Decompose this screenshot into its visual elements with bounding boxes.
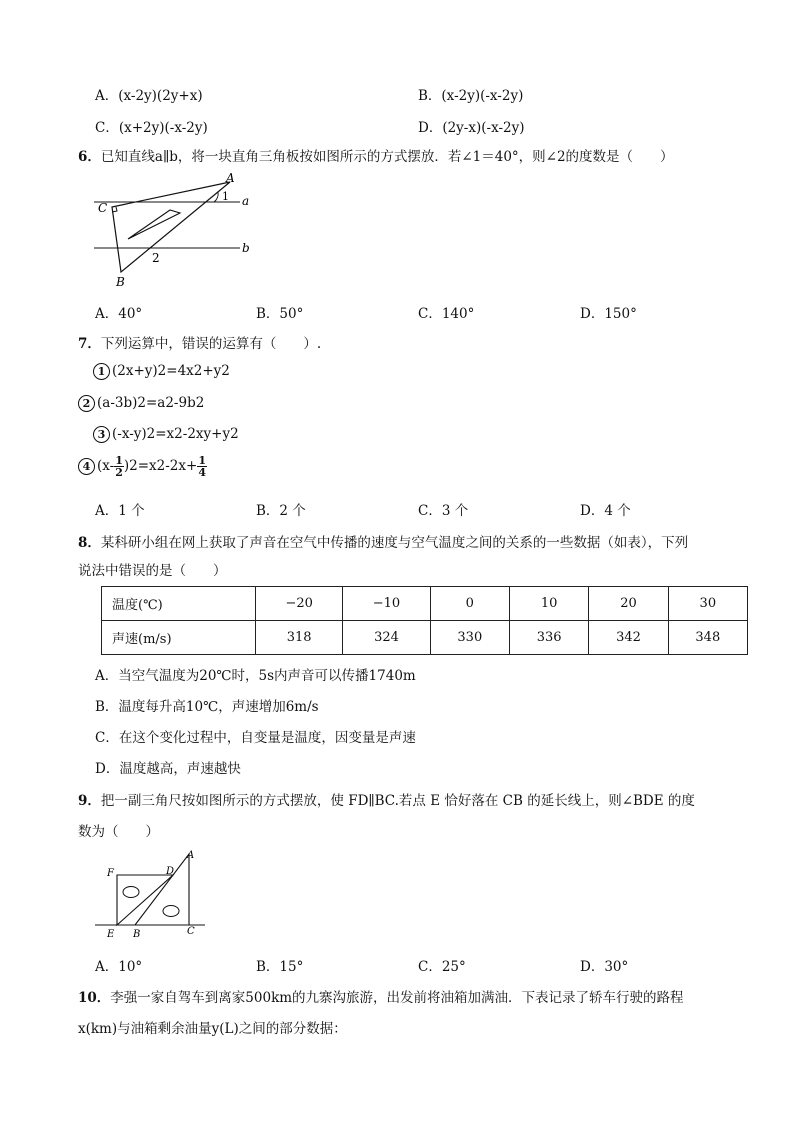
q6-option-c: C．140°	[418, 306, 475, 322]
label-C: C	[98, 201, 108, 215]
table-row	[102, 621, 748, 655]
q7-option-c: C．3 个	[418, 503, 469, 519]
circled-number: 4	[78, 458, 95, 475]
q7-option-d: D．4 个	[580, 503, 631, 519]
q8-option-a: A．当空气温度为20℃时，5s内声音可以传播1740m	[95, 668, 416, 684]
question-10-line-2: x(km)与油箱剩余油量y(L)之间的部分数据：	[78, 1021, 347, 1037]
fraction-half	[114, 455, 124, 478]
q6-figure-parallel-lines-triangle	[88, 168, 258, 293]
table-cell: 318	[256, 621, 343, 655]
label-angle-1: 1	[222, 190, 229, 203]
label-b: b	[242, 241, 250, 255]
question-9	[78, 789, 695, 809]
question-8-line-2: 说法中错误的是（ ）	[78, 563, 227, 579]
q6-option-b: B．50°	[256, 306, 304, 322]
question-7	[78, 332, 321, 352]
item-text-pre: (x-	[97, 458, 115, 474]
table-cell: 336	[509, 621, 588, 655]
q7-item-4	[78, 455, 207, 478]
q9-figure-set-squares	[93, 848, 208, 940]
fraction-denominator: 2	[115, 466, 123, 479]
fraction-denominator: 4	[198, 466, 206, 479]
q8-option-c: C．在这个变化过程中，自变量是温度，因变量是声速	[95, 730, 416, 746]
q9-option-a: A．10°	[95, 959, 143, 975]
q5-option-c: C．(x+2y)(-x-2y)	[95, 120, 208, 136]
table-cell: 342	[589, 621, 668, 655]
row-header-temperature: 温度(℃)	[102, 587, 256, 621]
label-A: A	[187, 850, 195, 861]
label-E: E	[107, 929, 115, 940]
question-text: 已知直线a∥b，将一块直角三角板按如图所示的方式摆放．若∠1＝40°，则∠2的度数是（ ）	[100, 149, 674, 165]
item-text: (2x+y)2=4x2+y2	[112, 363, 230, 379]
label-A: A	[226, 171, 235, 185]
q5-option-b: B．(x-2y)(-x-2y)	[418, 88, 524, 104]
q6-option-a: A．40°	[95, 306, 143, 322]
circled-number: 3	[93, 426, 110, 443]
question-8	[78, 531, 688, 551]
question-number: 6．	[78, 149, 101, 165]
table-cell: 0	[430, 587, 509, 621]
table-cell: 348	[668, 621, 747, 655]
table-cell: 324	[343, 621, 430, 655]
question-text: 把一副三角尺按如图所示的方式摆放，使 FD∥BC.若点 E 恰好落在 CB 的延长线上，则∠BDE 的度	[100, 793, 695, 809]
label-B: B	[116, 275, 125, 289]
label-angle-2: 2	[152, 251, 160, 265]
label-C: C	[187, 926, 195, 937]
item-text-mid: )2=x2-2x+	[123, 458, 198, 474]
q7-item-3	[93, 426, 239, 443]
question-number: 7．	[78, 336, 101, 352]
circled-number: 2	[78, 395, 95, 412]
q5-option-a: A．(x-2y)(2y+x)	[95, 88, 203, 104]
q7-item-1	[93, 363, 230, 380]
question-text: 李强一家自驾车到离家500km的九寨沟旅游，出发前将油箱加满油．下表记录了轿车行驶的路程	[110, 990, 684, 1006]
q9-option-c: C．25°	[418, 959, 466, 975]
question-text: 下列运算中，错误的运算有（ ）.	[100, 336, 322, 352]
q8-option-b: B．温度每升高10℃，声速增加6m/s	[95, 699, 319, 715]
speed-temperature-table	[101, 586, 748, 655]
q7-item-2	[78, 395, 204, 412]
table-cell: 30	[668, 587, 747, 621]
item-text: (-x-y)2=x2-2xy+y2	[112, 426, 239, 442]
fraction-numerator: 1	[198, 454, 206, 467]
question-9-line-2: 数为（ ）	[78, 824, 159, 840]
table-cell: 10	[509, 587, 588, 621]
item-text: (a-3b)2=a2-9b2	[97, 395, 205, 411]
fraction-numerator: 1	[115, 454, 123, 467]
question-number: 10．	[78, 990, 111, 1006]
label-F: F	[107, 868, 114, 879]
question-10	[78, 986, 684, 1006]
circled-number: 1	[93, 363, 110, 380]
q6-option-d: D．150°	[580, 306, 637, 322]
question-number: 9．	[78, 793, 101, 809]
label-a: a	[242, 194, 250, 208]
fraction-quarter	[197, 455, 207, 478]
q9-option-b: B．15°	[256, 959, 304, 975]
label-D: D	[166, 866, 175, 877]
q9-option-d: D．30°	[580, 959, 629, 975]
table-cell: 330	[430, 621, 509, 655]
table-cell: −10	[343, 587, 430, 621]
q7-option-a: A．1 个	[95, 503, 145, 519]
table-cell: 20	[589, 587, 668, 621]
row-header-speed: 声速(m/s)	[102, 621, 256, 655]
question-text: 某科研小组在网上获取了声音在空气中传播的速度与空气温度之间的关系的一些数据（如表），下列	[100, 535, 689, 551]
label-B: B	[133, 929, 141, 940]
table-row	[102, 587, 748, 621]
q8-option-d: D．温度越高，声速越快	[95, 761, 241, 777]
q7-option-b: B．2 个	[256, 503, 306, 519]
question-number: 8．	[78, 535, 101, 551]
table-cell: −20	[256, 587, 343, 621]
question-6	[78, 145, 674, 165]
q5-option-d: D．(2y-x)(-x-2y)	[418, 120, 525, 136]
